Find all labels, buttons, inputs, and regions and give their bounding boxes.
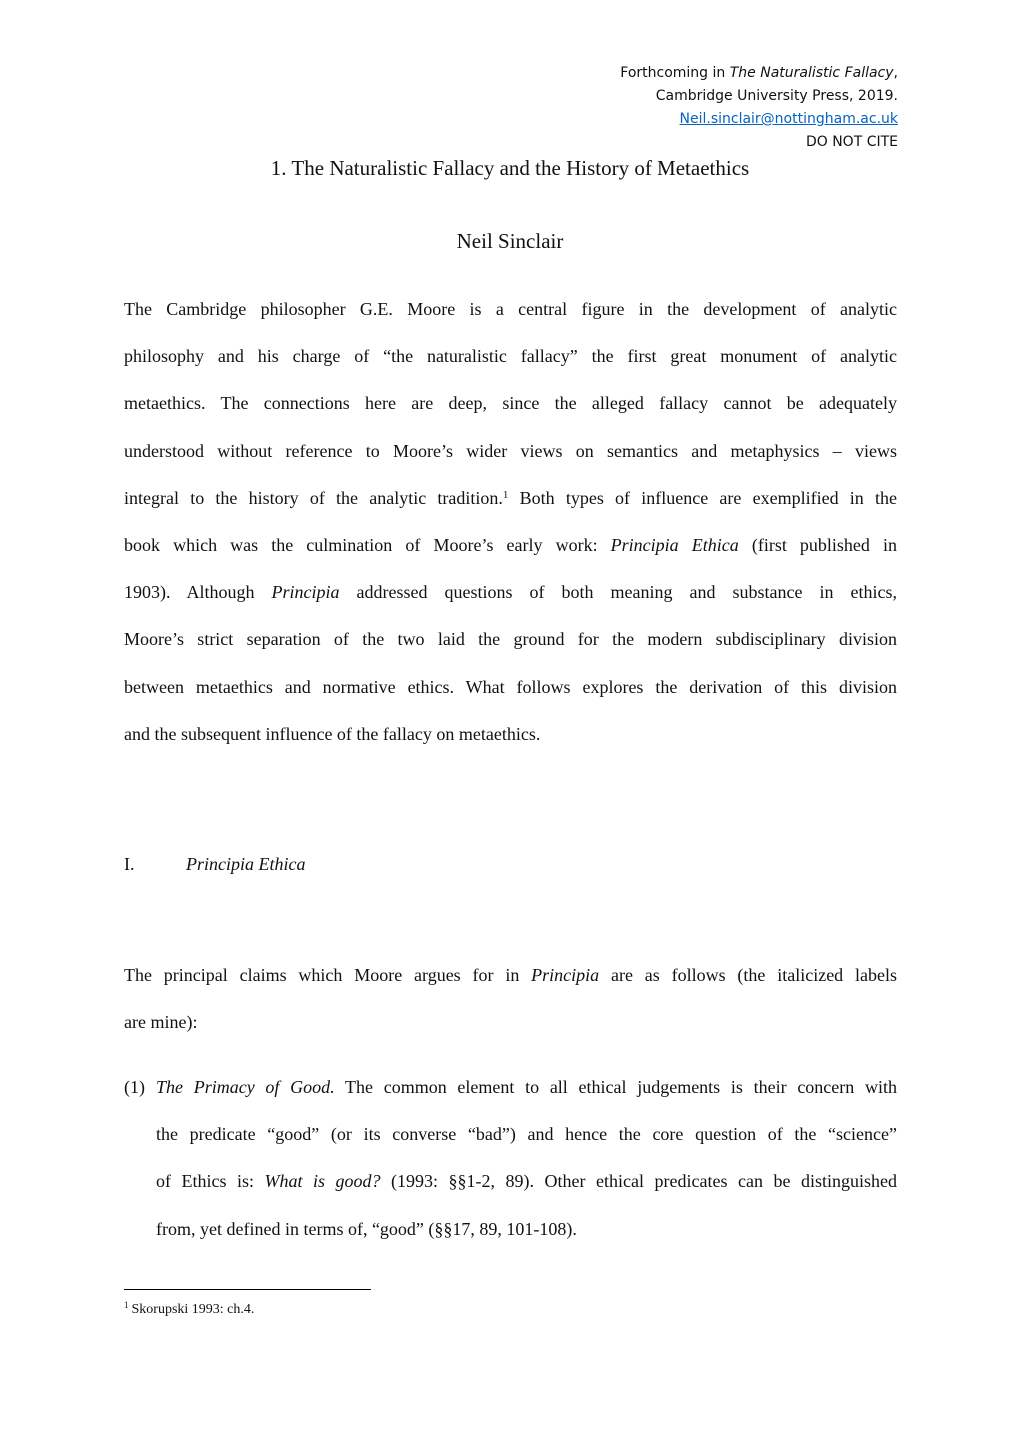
italic-book-title: Principia Ethica — [610, 535, 739, 556]
text-span: (1993: §§1-2, 89). Other ethical predicates can be distinguished — [380, 1171, 897, 1192]
text-line: between metaethics and normative ethics. What follows explores the derivation of this division — [124, 676, 897, 697]
footnote-ref-1[interactable]: 1 — [502, 488, 509, 501]
text-line: and the subsequent influence of the fallacy on metaethics. — [124, 723, 541, 744]
text-line — [124, 475, 897, 522]
text-line: metaethics. The connections here are deep, since the alleged fallacy cannot be adequately — [124, 393, 897, 414]
email-line — [478, 108, 898, 131]
text-span: Both types of influence are exemplified in the — [508, 487, 897, 508]
do-not-cite-line: DO NOT CITE — [805, 134, 898, 150]
forthcoming-suffix: , — [893, 65, 898, 81]
text-line: philosophy and his charge of “the naturalistic fallacy” the first great monument of analytic — [124, 346, 897, 367]
text-line — [124, 952, 897, 999]
footnote-1 — [124, 1300, 254, 1320]
text-line: are mine): — [124, 1012, 198, 1033]
forthcoming-prefix: Forthcoming in — [620, 65, 730, 81]
text-span: (first published in — [738, 535, 897, 556]
text-line — [156, 1064, 897, 1111]
text-line: from, yet defined in terms of, “good” (§§17, 89, 101-108). — [156, 1218, 577, 1239]
footnote-mark: 1 — [124, 1300, 129, 1310]
author-name: Neil Sinclair — [456, 229, 564, 253]
text-span: are as follows (the italicized labels — [599, 965, 897, 985]
text-span: book which was the culmination of Moore’s early work: — [124, 535, 611, 556]
text-span: integral to the history of the analytic tradition. — [124, 487, 503, 508]
text-span: The principal claims which Moore argues for in — [124, 965, 532, 985]
text-span: The common element to all ethical judgements is their concern with — [334, 1077, 897, 1097]
footnote-text: Skorupski 1993: ch.4. — [131, 1302, 255, 1317]
italic-question: What is good? — [264, 1171, 381, 1192]
chapter-title: 1. The Naturalistic Fallacy and the History of Metaethics — [270, 156, 750, 180]
text-line — [156, 1158, 897, 1205]
author-email-link[interactable]: Neil.sinclair@nottingham.ac.uk — [679, 111, 898, 127]
intro-paragraph — [124, 286, 897, 758]
book-title-italic: The Naturalistic Fallacy — [729, 65, 894, 81]
claim-content — [156, 1064, 897, 1253]
publisher-line: Cambridge University Press, 2019. — [655, 88, 898, 104]
text-line: Moore’s strict separation of the two laid the ground for the modern subdisciplinary division — [124, 629, 897, 650]
italic-book-title: Principia — [271, 582, 340, 603]
text-span: 1903). Although — [124, 582, 272, 603]
italic-book-title: Principia — [531, 965, 600, 985]
text-line — [124, 522, 897, 569]
claim-number: (1) — [124, 1077, 145, 1097]
text-line: understood without reference to Moore’s wider views on semantics and metaphysics – views — [124, 440, 897, 461]
text-line — [124, 569, 897, 616]
forthcoming-line — [478, 62, 898, 85]
claims-intro-paragraph — [124, 952, 897, 1046]
claim-label: The Primacy of Good. — [156, 1077, 335, 1097]
publication-note — [478, 62, 898, 154]
text-line: the predicate “good” (or its converse “bad”) and hence the core question of the “science” — [156, 1124, 897, 1145]
text-line: The Cambridge philosopher G.E. Moore is a central figure in the development of analytic — [124, 299, 897, 319]
footnote-separator — [124, 1289, 371, 1290]
text-span: of Ethics is: — [156, 1171, 265, 1192]
text-span: addressed questions of both meaning and substance in ethics, — [339, 582, 897, 603]
section-title: Principia Ethica — [186, 854, 306, 874]
section-number: I. — [124, 854, 135, 874]
